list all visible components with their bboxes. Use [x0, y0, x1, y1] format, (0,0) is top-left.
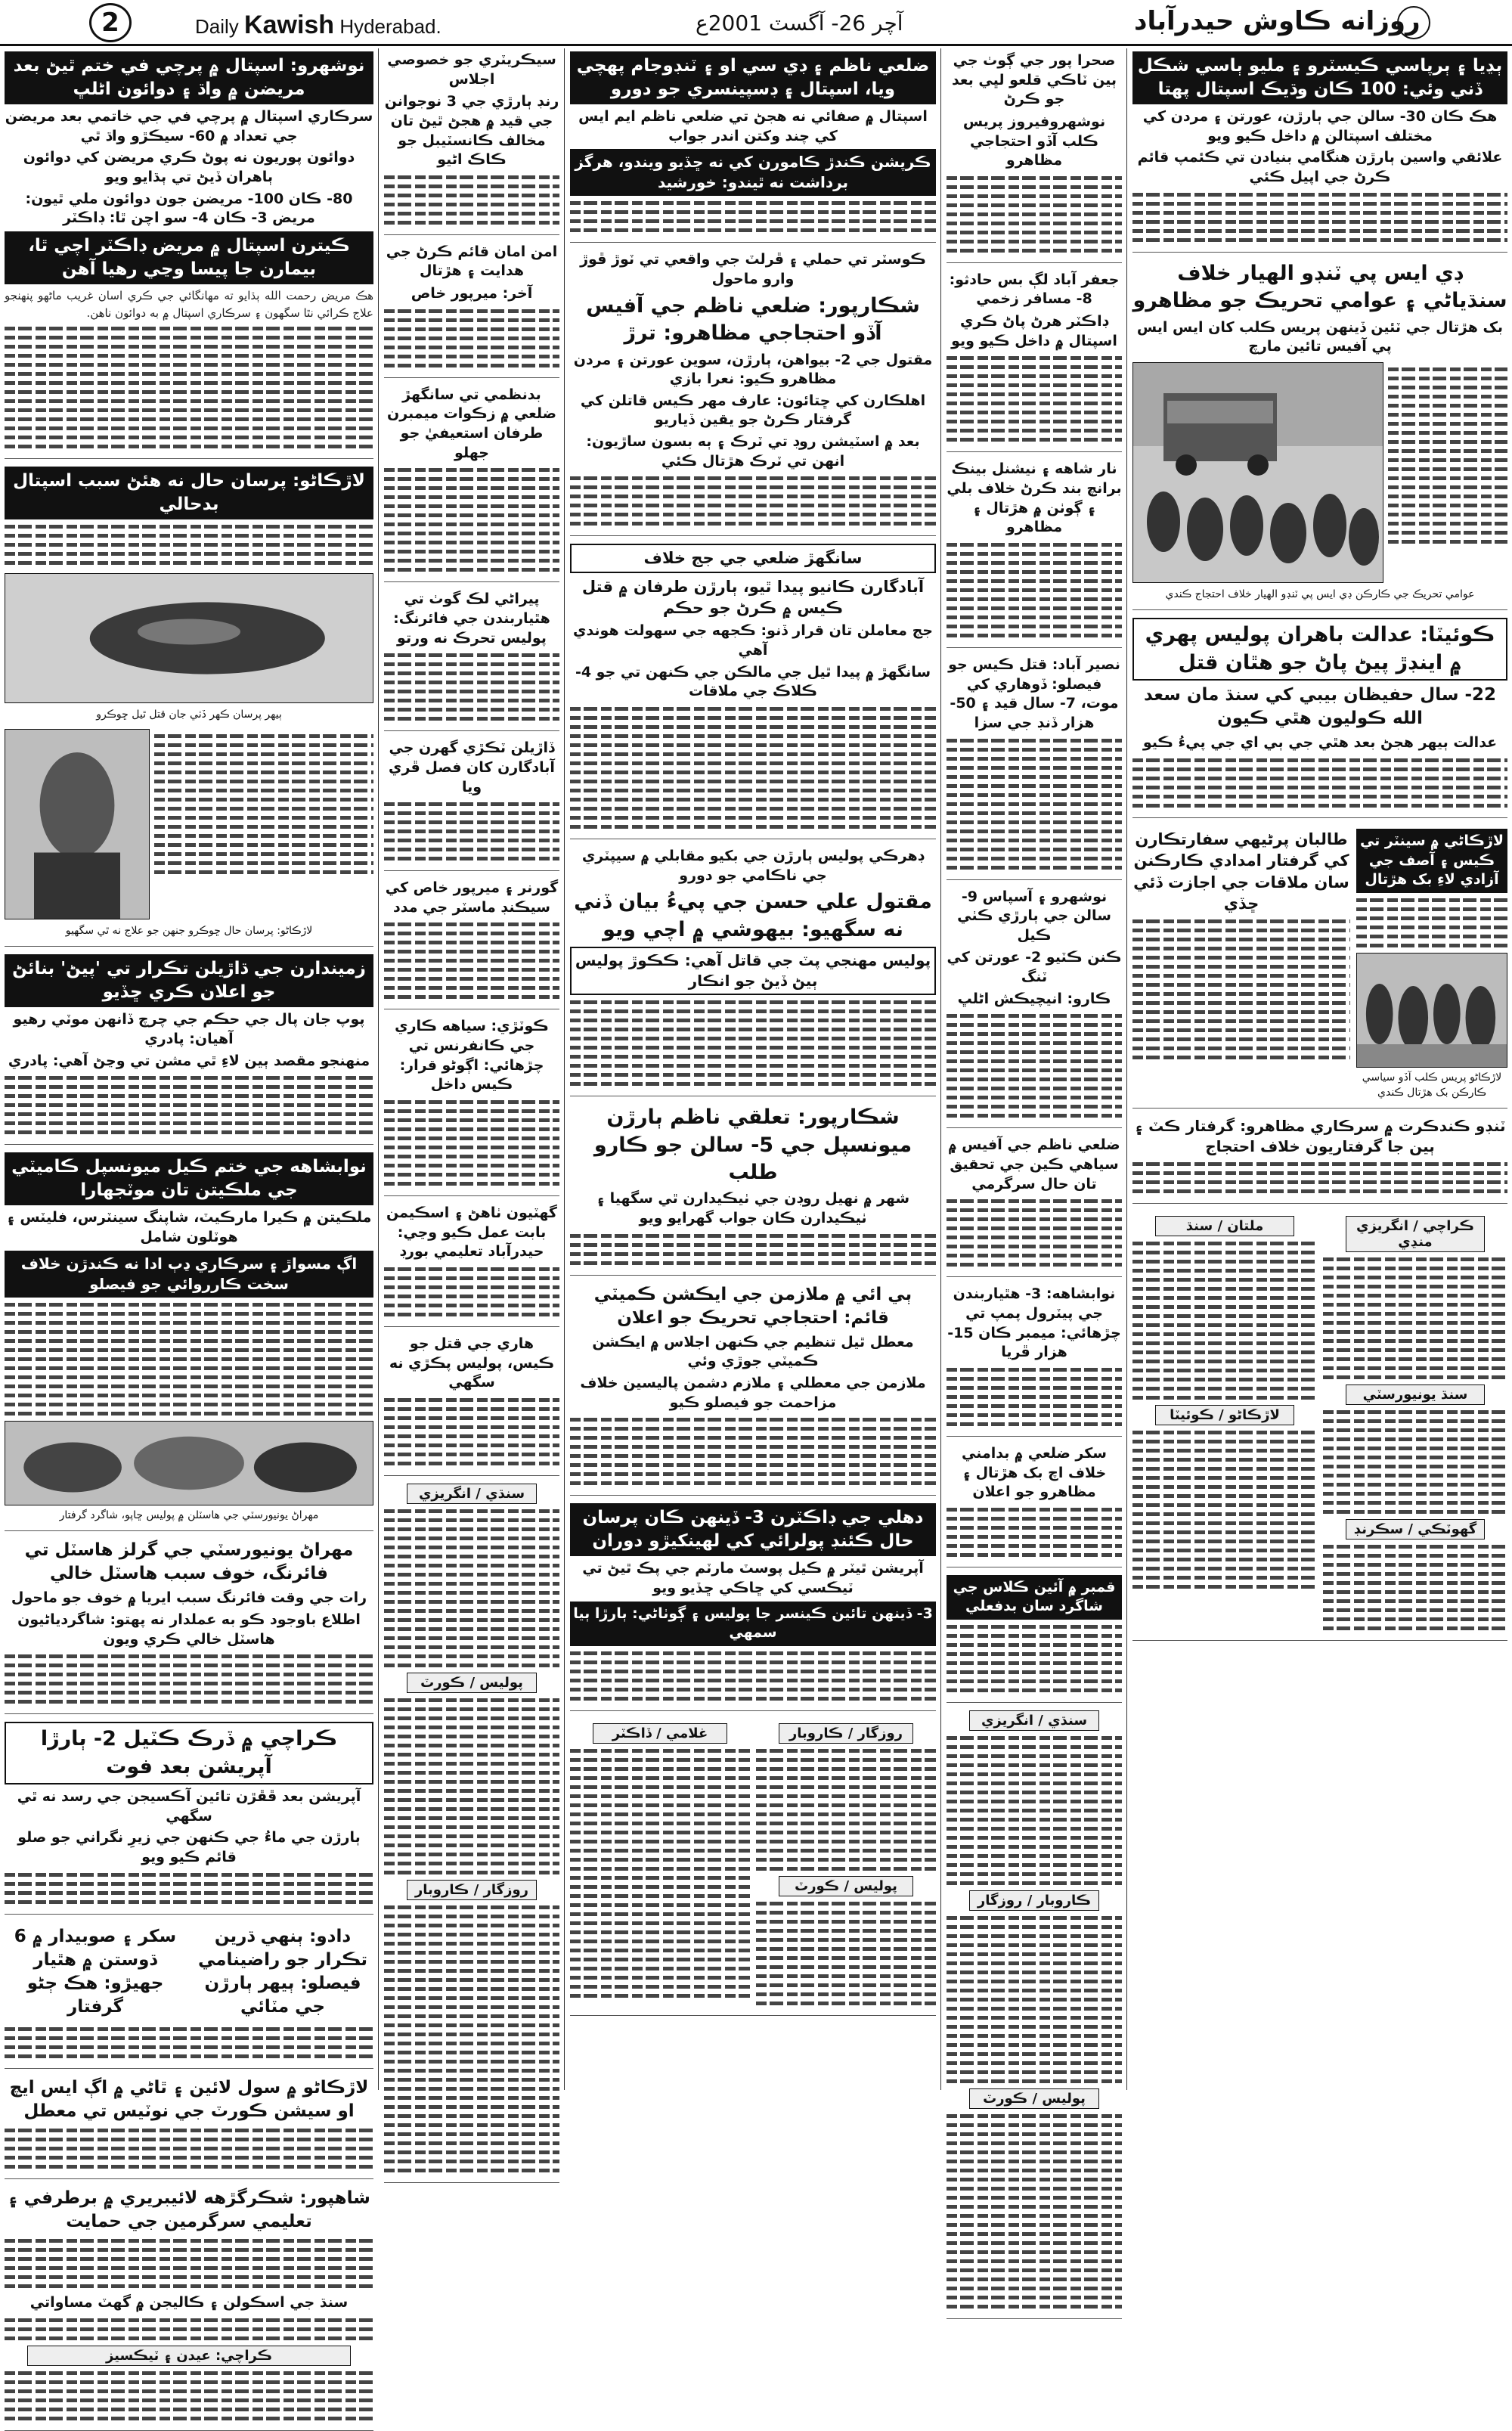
story-text-lines	[384, 1398, 559, 1465]
subheadline: اهلڪارن کي ڇتائون: عارف مهر ڪيس قاتلن کي گرفتار ڪرڻ جو يقين ڏياريو	[580, 392, 926, 429]
masthead	[0, 0, 1512, 46]
story-text-lines	[5, 327, 373, 448]
story-board	[384, 1204, 559, 1327]
story-text-lines	[947, 739, 1122, 870]
photo-caption: لاڙڪاڻو: پرسان حال ڇوڪرو جنهن جو علاج نه ٿي سگهيو	[65, 924, 313, 937]
headline: زميندارن جي ڌاڙيلن تڪرار تي 'پيڻ' بنائڻ جو اعلان ڪري ڇڏيو	[5, 954, 373, 1007]
headline: ڪراچي ۾ ڏرڪ ڪٽيل 2- ٻارڙا آپريشن بعد فوت	[5, 1722, 373, 1784]
story-text-lines	[570, 476, 936, 526]
story-hospital	[5, 51, 373, 459]
story-text-lines	[1132, 1242, 1317, 1400]
story-text-lines	[947, 2114, 1122, 2309]
story-text-lines	[947, 1368, 1122, 1426]
story-action-committee	[570, 1283, 936, 1496]
section-label: پوليس / ڪورٽ	[779, 1876, 913, 1896]
headline: رنڊ ٻارڙي جي 3 نوجوانن جي قيد ۾ هجڻ ٿيڻ تان مخالف ڪانسٽيبل جو ڪاڪ اڻيو	[384, 93, 559, 169]
section-label: سنڌ يونيورسٽي	[1346, 1384, 1485, 1405]
story-nawabshah	[5, 1152, 373, 1531]
story-text-lines	[384, 1509, 559, 1667]
story-qambar	[947, 1575, 1122, 1703]
story-farmer	[384, 1335, 559, 1476]
headline: لاڙڪاڻو: پرسان حال نه هئڻ سبب اسپتال بدحالي	[5, 467, 373, 519]
story-text-lines	[756, 1902, 936, 2005]
column-rule	[1126, 48, 1127, 2090]
story-peace	[384, 243, 559, 378]
story-text-lines	[384, 922, 559, 999]
column-rule	[564, 48, 565, 2090]
subheadline: شهر ۾ نهيل روڊن جي ٺيڪيدارن ٿي سگهيا ۽ ٺيڪيدارن ڪان جواب گهرايو ويو	[596, 1190, 910, 1227]
story-text-lines	[1323, 1410, 1507, 1514]
headline: نوشهرو ۽ آسپاس 9- سالن جي ٻارڙي ڪٺي ڪيل	[957, 888, 1111, 944]
news-photo-protest	[1132, 362, 1383, 583]
english-city: Hyderabad.	[339, 15, 442, 38]
subheadline: منهنجو مقصد ٻين لاءِ ٿي مشن تي وڃڻ آهي: پادري	[8, 1052, 370, 1069]
story-text-lines	[384, 309, 559, 367]
photo-caption: لاڙڪاڻو پريس ڪلب آڏو سياسي ڪارڪن بک هڙتال ڪندي	[1362, 1071, 1502, 1099]
story-taliban	[1132, 826, 1507, 1109]
story-text-lines	[5, 2027, 373, 2058]
story-sehrapur	[947, 51, 1122, 263]
headline: ٻڍيا ۽ ٻرپاسي ڪيسٽرو ۽ مليو ٻاسي شڪل ڏني وئي: 100 ڪان وڌيڪ اسپتال پهتا	[1132, 51, 1507, 104]
story-tando-allahyar	[1132, 260, 1507, 611]
subheadline: آپريشن بعد ڦڦڙن تائين آڪسيجن جي رسد نه ٿي سگهي	[17, 1788, 361, 1825]
story-text-lines	[570, 1234, 936, 1265]
headline: لاڙڪاڻي ۾ سينٽر تي ڪيس ۽ آصف جي آزادي لاءِ بک هڙتال	[1356, 829, 1507, 893]
story-text-lines	[947, 1916, 1122, 2083]
story-dadu	[5, 1922, 373, 2069]
section-label: غلامي / ڏاڪٽر	[593, 1723, 727, 1744]
story-shahpur	[5, 2187, 373, 2431]
story-text-lines	[1323, 1545, 1507, 1630]
news-photo-hunger-strike	[1356, 953, 1507, 1068]
news-photo-2	[5, 729, 150, 919]
page-number: 2	[89, 3, 132, 42]
column-1	[0, 48, 378, 2364]
english-prefix: Daily	[195, 15, 239, 38]
headline: شڪارپور: ضلعي ناظم جي آفيس آڏو احتجاجي مظاهرو: ترڙ	[586, 293, 920, 346]
headline: ڪيترن اسپتال ۾ مريض ڊاڪٽر اچي ٿا، بيمارن جا پيسا وڃي رهيا آهن	[5, 231, 373, 284]
headline: ضلعي ناظم ۽ ڊي سي او ۽ ٽنڊوجام پهچي ويا، اسپتال ۽ ڊسپينسري جو دورو	[570, 51, 936, 104]
story-text-lines	[5, 525, 373, 565]
news-photo-1	[5, 573, 373, 703]
story-mehran	[5, 1539, 373, 1714]
headline: صحرا پور جي ڳوٺ جي ٻين ٽاڪي قلعو لڀي بعد جو ڪرڻ	[951, 52, 1117, 108]
story-text-lines	[384, 468, 559, 572]
story-shikarpur-protest	[570, 250, 936, 536]
story-text-lines	[570, 201, 936, 232]
story-text-lines	[5, 2371, 373, 2420]
story-gastro	[1132, 51, 1507, 253]
story-text-lines	[5, 2129, 373, 2169]
subheadline: عدالت ٻيهر هجڻ بعد هٿي جي ٻي اي جي پيءُ ڪيو	[1142, 734, 1498, 752]
headline: ٽنڊو ڪندڪرت ۾ سرڪاري مظاهرو: گرفتار ڪٽ ۽ ٻين جا گرفتاريون خلاف احتجاج	[1134, 1117, 1506, 1156]
subheadline: سنڌ جي اسڪولن ۽ ڪاليجن ۾ گهٽ مساواتي	[29, 2294, 349, 2312]
section-label: گهوٽڪي / سڪرنڊ	[1346, 1519, 1485, 1540]
story-petrol-pump	[947, 1285, 1122, 1437]
urdu-masthead: روزانه ڪاوش حيدرآباد	[1134, 6, 1421, 36]
subheadline: اسپتال ۾ صفائي نه هجڻ تي ضلعي ناظم ايم ايس کي چند وکتن اندر جواب	[578, 108, 928, 144]
headline: ڏاڙيلن ٽڪڙي گهرن جي آبادگارن کان فصل ڦري ويا	[389, 740, 555, 795]
story-text-lines	[570, 1418, 936, 1485]
headline: دهلي جي ڊاڪٽرن 3- ڏينهن ڪان پرسان حال ڪئنڊ پولرائي کي لهينکيڙو دوران	[570, 1503, 936, 1556]
story-karachi-surgery	[5, 1722, 373, 1914]
headline: لاڙڪاڻو ۾ سول لائين ۽ ٿاڻي ۾ اڳ ايس ايچ او سيشن ڪورٽ جي نوٽيس تي معطل	[9, 2077, 369, 2121]
headline: جعفر آباد لڳ بس حادثو: 8- مسافر زخمي	[949, 271, 1120, 308]
headline: شاهپور: شڪرگڙهه لائيبريري ۾ برطرفي ۽ تعليمي سرگرمين جي حمايت	[8, 2188, 370, 2232]
subheadline: بک هڙتال جي ٽئين ڏينهن پريس ڪلب کان ايس ايس پي آفيس تائين مارچ	[1136, 318, 1504, 355]
section-label: پوليس / ڪورٽ	[969, 2088, 1099, 2109]
story-text-lines	[570, 1651, 936, 1701]
story-text-lines	[1132, 1162, 1507, 1193]
subheadline: بعد ۾ اسٽيشن روڊ تي ٽرڪ ۽ ٻه بسون ساڙيون: انهن تي ٽرڪ هڙتال ڪئي	[586, 433, 920, 470]
story-delhi-doctors	[570, 1503, 936, 1711]
story-text-lines	[947, 1199, 1122, 1267]
column-2	[380, 48, 564, 2090]
subheadline: ڊهرڪي پوليس ٻارڙن جي بکيو مقابلي ۾ سيپٽري جي ناڪامي جو دورو	[581, 847, 925, 884]
headline: سکر ۽ صوبيدار ۾ 6 ڌوستن ۾ هٿيار جهيڙو: هڪ ڄڻو گرفتار	[14, 1926, 177, 2017]
headline: نصير آباد: قتل ڪيس جو فيصلو: ڏوهاري کي موت، 7- سال قيد ۽ 50- هزار ڏنڊ جي سزا	[948, 656, 1120, 731]
story-text-lines	[947, 1625, 1122, 1692]
story-text-lines	[5, 1873, 373, 1904]
notices	[384, 1484, 559, 2183]
subheadline: دوائون پوريون نه پوڻ ڪري مريضن کي دوائون ٻاهران ڏيڻ تي ٻڌايو ويو	[23, 149, 355, 186]
headline: ضلعي ناظم جي آفيس ۾ سياهي ڪين جي تحقيق تان حال سرگرمي	[948, 1136, 1120, 1192]
headline: نوابشاهه: 3- هٿياربندن جي پيٽرول پمپ تي چڙهائي: ميمبر ڪان 15- هزار ڦريا	[947, 1285, 1121, 1361]
column-rule	[378, 48, 379, 2090]
english-name: Kawish	[244, 11, 335, 39]
subheadline: آخر: ميرپور خاص	[411, 285, 533, 302]
story-text-lines	[154, 729, 373, 919]
news-photo-3	[5, 1421, 373, 1505]
story-verdict	[947, 656, 1122, 880]
subheadline: معطل ٿيل تنظيم جي ڪنهن اجلاس ۾ ايڪشن ڪميٽي جوڙي وئي	[592, 1333, 914, 1370]
story-shikarpur-audit	[570, 1104, 936, 1276]
headline: ڪوٽڙي: سياهه ڪاري جي ڪانفرنس تي چڙهائي: اڳوڻو قرار: ڪيس داخل	[395, 1018, 549, 1093]
story-text-lines	[1132, 919, 1350, 1059]
headline: دادو: ٻنهي ڌرين تڪرار جو راضينامي فيصلو: ٻيهر ٻارڙن جي مٽائي	[197, 1926, 368, 2017]
story-text-lines	[947, 356, 1122, 442]
masthead-circle-icon	[1397, 6, 1430, 39]
notices	[1132, 1211, 1507, 1641]
headline: امن امان قائم ڪرڻ جي هدايت ۽ هڙتال	[386, 243, 558, 280]
subheadline: هڪ ڪان 30- سالن جي ٻارڙن، عورتن ۽ مردن کي مختلف اسپتالن ۾ داخل ڪيو ويو	[1142, 108, 1498, 144]
headline: نوشهرو: اسپتال ۾ پرچي في ختم ٿيڻ بعد مريضن ۾ واڌ ۽ دوائون اڻلڀ	[5, 51, 373, 104]
headline: پيراڻي لڪ گوٺ تي هٿياربندن جي فائرنگ: پوليس تحرڪ نه ورتو	[393, 591, 550, 647]
column-5	[1128, 48, 1512, 2090]
headline: ڊي ايس پي ٽنڊو الهيار خلاف سنڌياڻي ۽ عوامي تحريڪ جو مظاهرو	[1132, 261, 1507, 313]
story-bandits	[384, 739, 559, 871]
story-daharki	[570, 847, 936, 1096]
story-text-lines	[5, 2239, 373, 2288]
subheadline: ڪوسٽر تي حملي ۽ ڦرلٽ جي واقعي تي ٽوڙ ڦوڙ وارو ماحول	[580, 251, 926, 288]
section-label: ڪراچي / انگريزي منڍي	[1346, 1216, 1485, 1252]
story-text-lines	[1132, 758, 1507, 808]
subheadline: مقتول جي 2- بيواهن، ٻارڙن، سوين عورتن ۽ مردن مظاهرو ڪيو: نعرا بازي	[573, 351, 933, 388]
english-masthead	[195, 11, 442, 40]
issue-date: آچر 26- آگسٽ 2001ع	[696, 11, 903, 36]
story-text-lines	[947, 1508, 1122, 1557]
story-governor	[384, 879, 559, 1009]
headline: نوابشاهه جي ختم ڪيل ميونسپل ڪاميٽي جي ملڪيتن تان موٽجهارا	[5, 1152, 373, 1205]
story-text-lines	[5, 2318, 373, 2340]
story-text-lines	[384, 1267, 559, 1316]
headline: طالبان پرڻيهي سفارتڪارن کي گرفتار امدادي ڪارڪنن سان ملاقات جي اجازت ڏئي ڇڏي	[1133, 830, 1349, 913]
story-text-lines	[384, 802, 559, 860]
subheadline: ملڪيتن ۾ ڪيرا مارڪيٽ، شاپنگ سينٽرس، فليٽس ۽ هوٽلون شامل	[6, 1209, 372, 1246]
headline: گورنر ۽ ميرپور خاص کي سيڪنڊ ماسٽر جي مدد	[385, 879, 559, 916]
headline: بدنظمي تي سانگهڙ ضلعي ۾ زڪوات ميمبرن طرفان استعيفيٰ جو جهلو	[387, 386, 556, 461]
section-label: لاڙڪاڻو / ڪوئيٽا	[1155, 1405, 1294, 1425]
headline: مقتول علي حسن جي پيءُ بيان ڏني نه سگهيو: بيهوشي ۾ اچي ويو	[574, 890, 932, 941]
story-text-lines	[1132, 1431, 1317, 1589]
subheadline: پوپ جان پال جي حڪم جي چرچ ڏانهن موٽي رهيو آهيان: پادري	[13, 1011, 365, 1048]
section-label: سنڌي / انگريزي	[969, 1710, 1099, 1731]
section-label: ملتان / سنڌ	[1155, 1216, 1294, 1236]
headline: نار شاهه ۽ نيشنل بينڪ برانچ بند ڪرڻ خلاف بلي ۽ ڳوٺن ۾ هڙتال ۽ مظاهرو	[947, 460, 1122, 536]
subheadline: آپريشن ٿيٽر ۾ ڪيل پوسٽ مارٽم جي پڪ ٿيڻ تي ٽيڪسي کي ڇاڪي ڇڏيو ويو	[582, 1560, 924, 1597]
story-text-lines	[1388, 362, 1507, 583]
story-priest	[5, 954, 373, 1145]
story-text-lines	[384, 1100, 559, 1186]
subheadline: ڪارو: انيچيڪش اڻلڀ	[957, 990, 1111, 1007]
story-bus-accident	[947, 271, 1122, 453]
subheadline: ڪنن ڪٽيو 2- عورتن کي ٽنگ	[947, 949, 1122, 986]
headline: سانگهڙ ضلعي جي جج خلاف	[570, 544, 936, 572]
story-nazim-office	[947, 1136, 1122, 1277]
story-sanghar-judge	[570, 544, 936, 839]
headline: اڳ مسواڙ ۽ سرڪاري ڍٻ ادا نه ڪندڙن خلاف سخت ڪارروائي جو فيصلو	[5, 1251, 373, 1298]
subheadline: رات جي وقت فائرنگ سبب ايريا ۾ خوف جو ماحول	[11, 1589, 367, 1607]
subheadline: 80- ڪان 100- مريضن جون دوائون ملي ٿيون: مريض 3- ڪان 4- سو اچن ٿا: ڊاڪٽر	[25, 190, 353, 227]
headline: پوليس مهنجي پٽ جي قاتل آهي: ڪڪوڙ پوليس ٻيڻ ڏيڻ جو انڪار	[570, 947, 936, 995]
subheadline: سرڪاري اسپتال ۾ پرچي في جي خاتمي بعد مريضن جي تعداد ۾ 60- سيڪڙو واڌ ٿي	[5, 108, 373, 144]
subheadline: نوشهروفيروز پريس ڪلب آڏو احتجاجي مظاهرو	[962, 113, 1106, 169]
photo-caption: مهراڻ يونيورسٽي جي هاسٽلن ۾ پوليس ڇاپو، شاگرد گرفتار	[59, 1509, 319, 1521]
section-label: روزگار / ڪاروبار	[407, 1880, 537, 1900]
story-text-lines	[1132, 193, 1507, 242]
story-text-lines	[384, 1905, 559, 2172]
subheadline: ٻارڙن جي ماءُ جي ڪنهن جي زيرِ نگراني جو صلو قائم ڪيو ويو	[17, 1829, 361, 1866]
headline: آبادگارن ڪانيو پيدا ٿيو، ٻارڙن طرفان ۾ قتل ڪيس ۾ ڪرڻ جو حڪم	[581, 577, 925, 618]
story-text-lines	[570, 707, 936, 829]
headline: مهراڻ يونيورسٽي جي گرلز هاسٽل تي فائرنگ، خوف سبب هاسٽل خالي	[24, 1540, 354, 1584]
story-text-lines	[947, 176, 1122, 253]
section-label: روزگار / ڪاروبار	[779, 1723, 913, 1744]
story-text-lines	[384, 175, 559, 225]
story-text-lines	[5, 1303, 373, 1415]
story-text-lines	[570, 1749, 750, 1998]
story-firing	[384, 590, 559, 731]
story-text-lines	[756, 1749, 936, 1871]
headline: قمبر ۾ آئين ڪلاس جي شاگرد سان بدفعلي	[947, 1575, 1122, 1620]
section-label: پوليس / ڪورٽ	[407, 1673, 537, 1693]
story-naushahro	[947, 888, 1122, 1129]
story-text-lines	[947, 1736, 1122, 1885]
story-text-lines	[384, 653, 559, 721]
notices	[947, 1710, 1122, 2319]
story-text-lines	[5, 1654, 373, 1704]
story-quetta	[1132, 618, 1507, 818]
story-sukkur	[947, 1444, 1122, 1567]
headline: ڪرپشن ڪندڙ ڪامورن کي نه ڇڏيو ويندو، هرگز برداشت نه ٿيندو: خورشيد	[570, 149, 936, 196]
headline: 3- ڏينهن تائين ڪينسر جا پوليس ۽ ڳوٺاڻي: ٻارڙا ٻيا سمهي	[570, 1602, 936, 1646]
story-text-lines	[947, 1014, 1122, 1118]
story-secretary	[384, 51, 559, 235]
story-larkana-sho	[5, 2076, 373, 2179]
headline: ٻي ائي ۾ ملازمن جي ايڪشن ڪميٽي قائم: احتجاجي تحريڪ جو اعلان	[593, 1284, 912, 1328]
story-kotri	[384, 1017, 559, 1196]
notices	[570, 1719, 936, 2016]
story-text-lines	[947, 543, 1122, 637]
story-body: هڪ مريض رحمت الله ٻڌايو ته مهانگائي جي ڪري اسان غريب ماڻهو پنهنجو علاج ڪرائي نٿا سگهون ۽ سرڪاري اسپتال ۾ به دوائون ناهن.	[5, 289, 373, 320]
story-text-lines	[384, 1698, 559, 1874]
headline: گهٽيون ٺاهڻ ۽ اسڪيمن بابت عمل ڪيو وڃي: حيدرآباد تعليمي بورڊ	[386, 1205, 557, 1260]
column-4	[942, 48, 1126, 2107]
story-larkana	[5, 467, 373, 947]
story-zakat	[384, 386, 559, 583]
story-tando-arrests	[1132, 1116, 1507, 1204]
headline: سکر ضلعي ۾ بدامني خلاف اچ بک هڙتال ۽ مظاهرو جو اعلان	[962, 1444, 1107, 1501]
story-text-lines	[1356, 898, 1507, 947]
subheadline: جج معاملن تان قرار ڏنو: ڪجهه جي سهولت هوندي آهي	[573, 622, 933, 659]
headline: ڪوئيٽا: عدالت باهران پوليس پهري ۾ اينڊڙ پيڻ پاڻ جو هٿان قتل	[1132, 618, 1507, 681]
column-rule	[940, 48, 941, 2090]
subheadline: ملازمن جي معطلي ۽ ملازم دشمن پاليسين خلاف مزاحمت جو فيصلو ڪيو	[580, 1375, 926, 1411]
section-label: ڪاروبار / روزگار	[969, 1890, 1099, 1911]
story-bank-closure	[947, 460, 1122, 648]
subheadline: ڊاڪٽر هرڻ پاڻ ڪري اسپتال ۾ داخل ڪيو ويو	[951, 313, 1117, 349]
section-label: ڪراچي: عيدن ۽ ٽيڪسيز	[27, 2346, 351, 2366]
subheadline: علائقي واسين ٻارڙن هنگامي بنيادن تي ڪئمپ قائم ڪرڻ جي اپيل ڪئي	[1137, 149, 1503, 186]
subheadline: اطلاع باوجود ڪو به عملدار نه پهتو: شاگردياڻيون هاسٽل خالي ڪري ويون	[17, 1611, 361, 1648]
photo-caption: عوامي تحريڪ جي ڪارڪن ڊي ايس پي ٽنڊو الهيار خلاف احتجاج ڪندي	[1165, 588, 1475, 600]
headline: شڪارپور: تعلقي ناظم ٻارڙن ميونسپل جي 5- سالن جو ڪارو طلب	[593, 1105, 912, 1184]
photo-caption: ٻيهر پرسان ڪهر ڏٺي جان قتل ٿيل ڇوڪرو	[96, 709, 282, 721]
story-text-lines	[5, 1076, 373, 1134]
headline: 22- سال حفيظان بيبي کي سنڌ مان سعد الله ڪوليون هٿي ڪيون	[1143, 685, 1497, 729]
subheadline: سيڪريٽري جو خصوصي اجلاس	[387, 51, 556, 88]
section-label: سنڌي / انگريزي	[407, 1484, 537, 1504]
subheadline: سانگهڙ ۾ پيدا ٿيل جي مالڪن جي ڪنهن تي جو 4- ڪلاڪ جي ملاقات	[575, 663, 931, 700]
headline: هاري جي قتل جو ڪيس، پوليس پڪڙي نه سگهي	[389, 1335, 555, 1391]
story-text-lines	[1323, 1257, 1507, 1379]
story-text-lines	[570, 1000, 936, 1086]
story-tando-jam	[570, 51, 936, 243]
column-3	[565, 48, 940, 2090]
